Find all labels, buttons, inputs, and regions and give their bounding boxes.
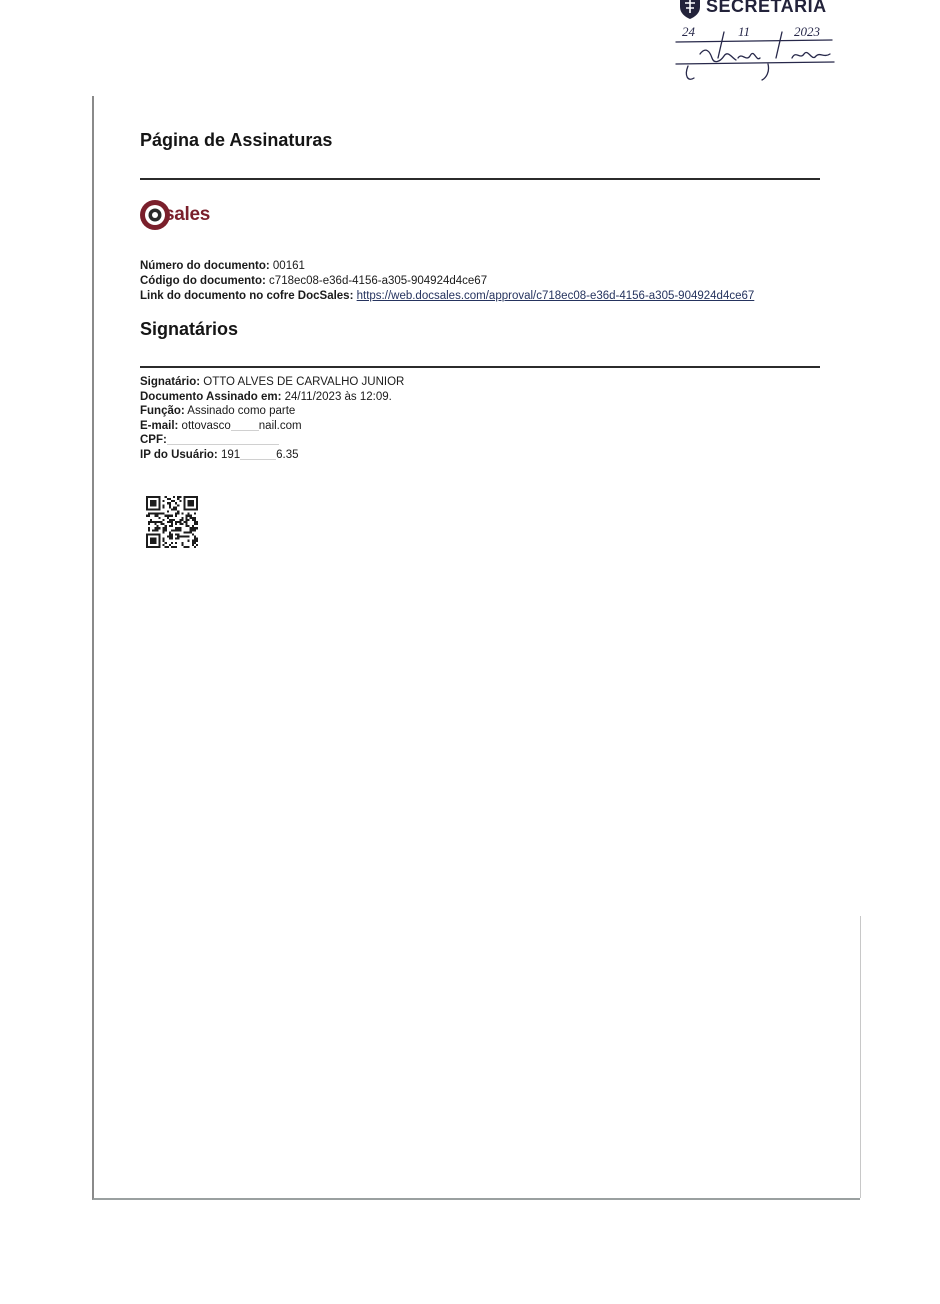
divider <box>140 366 820 368</box>
redaction <box>231 420 259 431</box>
document-link-row <box>140 289 754 304</box>
ip-prefix: 191 <box>220 448 241 461</box>
stamp-title: SECRETARIA <box>706 0 827 16</box>
document-number-value: 00161 <box>272 260 305 272</box>
qr-code <box>146 496 198 548</box>
signer-label: Signatário: <box>140 376 201 388</box>
svg-text:24: 24 <box>682 24 695 39</box>
email-row <box>140 419 404 434</box>
role-value: Assinado como parte <box>187 405 296 417</box>
handwritten-date-signature <box>672 18 842 88</box>
signer-details <box>140 375 404 462</box>
redaction <box>240 449 276 460</box>
cpf-label: CPF: <box>140 434 167 446</box>
ip-suffix: 6.35 <box>276 448 299 461</box>
email-prefix: ottovasco <box>181 419 231 432</box>
document-code-label: Código do documento: <box>140 275 266 287</box>
signed-at-value: 24/11/2023 às 12:09. <box>284 390 392 403</box>
document-code-row <box>140 274 754 289</box>
document-number-label: Número do documento: <box>140 260 270 272</box>
signer-value: OTTO ALVES DE CARVALHO JUNIOR <box>203 376 405 388</box>
secretaria-stamp <box>672 0 940 90</box>
signatories-heading: Signatários <box>140 319 239 339</box>
redaction <box>167 434 279 445</box>
cpf-row <box>140 433 404 448</box>
document-link-label: Link do documento no cofre DocSales: <box>140 290 354 302</box>
role-label: Função: <box>140 405 185 417</box>
signer-row <box>140 375 404 390</box>
signed-at-label: Documento Assinado em: <box>140 390 282 403</box>
signed-at-row <box>140 390 404 405</box>
seal-icon <box>678 0 702 20</box>
svg-text:11: 11 <box>738 24 751 39</box>
ip-row <box>140 448 404 463</box>
docsales-logo <box>138 198 210 232</box>
document-code-value: c718ec08-e36d-4156-a305-904924d4ce67 <box>269 275 488 287</box>
email-suffix: nail.com <box>258 419 302 432</box>
ip-label: IP do Usuário: <box>140 448 218 461</box>
svg-text:2023: 2023 <box>794 24 820 39</box>
role-row <box>140 404 404 419</box>
divider <box>140 178 820 180</box>
logo-text: sales <box>164 204 211 225</box>
document-sheet <box>92 96 860 1200</box>
email-label: E-mail: <box>140 419 179 432</box>
sheet-edge <box>860 916 861 1198</box>
document-number-row <box>140 259 754 274</box>
document-link[interactable]: https://web.docsales.com/approval/c718ec08-e36d-4156-a305-904924d4ce67 <box>356 290 755 302</box>
document-metadata <box>140 259 754 304</box>
page-title: Página de Assinaturas <box>140 130 333 150</box>
